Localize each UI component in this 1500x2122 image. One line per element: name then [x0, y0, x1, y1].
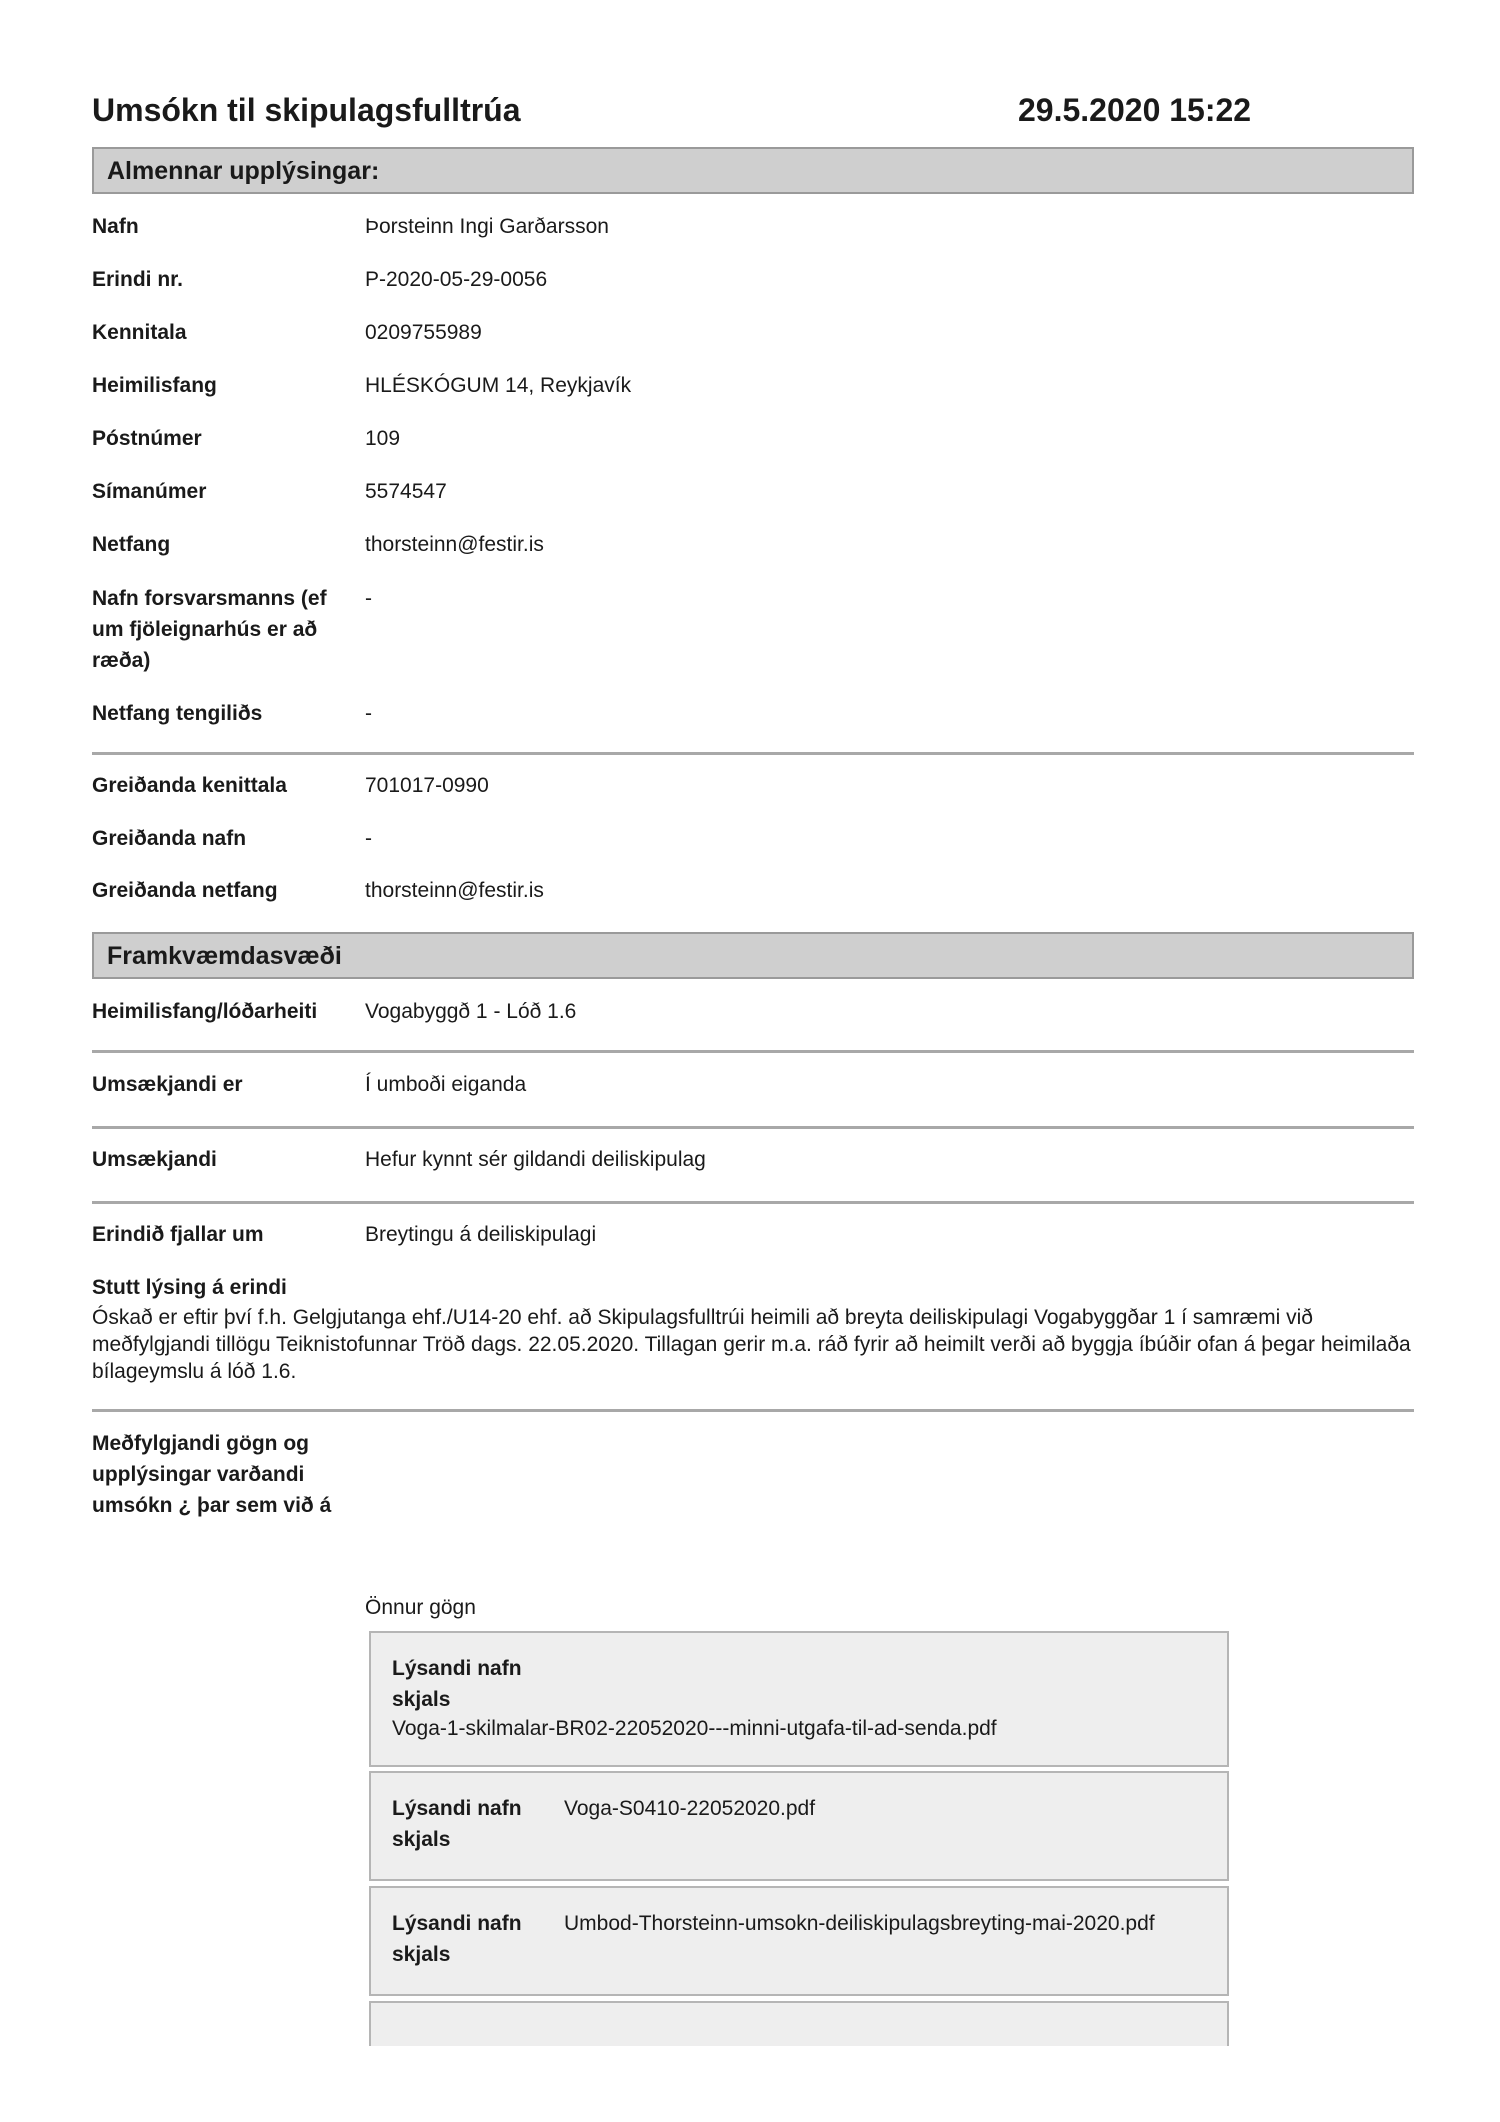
field-label: Póstnúmer — [92, 427, 202, 450]
attachments-label: Meðfylgjandi gögn og upplýsingar varðandi umsókn ¿ þar sem við á — [92, 1432, 332, 1517]
description-text: Óskað er eftir því f.h. Gelgjutanga ehf./U14-20 ehf. að Skipulagsfulltrúi heimili að breyta deiliskipulagi Vogabyggðar 1 í samræmi við meðfylgjandi tillögu Teiknistofunnar Tröð dags. 22.05.2020. Tillagan gerir m.a. ráð fyrir að heimilt verði að byggja íbúðir ofan á þegar heimilaða bílageymslu á lóð 1.6. — [92, 1306, 1411, 1383]
field-value: 5574547 — [365, 480, 447, 503]
field-label: Nafn forsvarsmanns (ef um fjöleignarhús er að ræða) — [92, 587, 327, 672]
field-value: 109 — [365, 427, 401, 450]
description-label: Stutt lýsing á erindi — [92, 1276, 287, 1299]
attachment-label: Lýsandi nafn skjals — [392, 1657, 522, 1711]
divider — [92, 752, 1414, 755]
field-value: thorsteinn@festir.is — [365, 533, 544, 556]
field-label: Heimilisfang/lóðarheiti — [92, 1000, 318, 1023]
attachment-item — [369, 1886, 1229, 1996]
field-label: Erindi nr. — [92, 268, 184, 291]
attachments-group-label: Önnur gögn — [365, 1596, 476, 1619]
attachment-label: Lýsandi nafn skjals — [392, 1797, 522, 1851]
field-value: HLÉSKÓGUM 14, Reykjavík — [365, 374, 632, 397]
field-value: Hefur kynnt sér gildandi deiliskipulag — [365, 1148, 706, 1171]
field-value: Vogabyggð 1 - Lóð 1.6 — [365, 1000, 577, 1023]
attachment-filename[interactable]: Voga-S0410-22052020.pdf — [564, 1797, 816, 1820]
field-label: Nafn — [92, 215, 139, 238]
attachment-item — [369, 1771, 1229, 1881]
field-label: Netfang — [92, 533, 171, 556]
field-label: Heimilisfang — [92, 374, 217, 397]
submission-datetime: 29.5.2020 15:22 — [1018, 92, 1252, 128]
field-value: P-2020-05-29-0056 — [365, 268, 548, 291]
field-label: Kennitala — [92, 321, 187, 344]
field-value: - — [365, 587, 372, 610]
section-general-heading: Almennar upplýsingar: — [92, 147, 1414, 194]
field-value: 0209755989 — [365, 321, 482, 344]
field-label: Umsækjandi — [92, 1148, 217, 1171]
field-label: Erindið fjallar um — [92, 1223, 264, 1246]
attachment-label: Lýsandi nafn skjals — [392, 1912, 522, 1966]
field-value: Breytingu á deiliskipulagi — [365, 1223, 597, 1246]
divider — [92, 1201, 1414, 1204]
field-value: - — [365, 702, 372, 725]
field-value: Þorsteinn Ingi Garðarsson — [365, 215, 609, 238]
field-label: Símanúmer — [92, 480, 207, 503]
field-value: - — [365, 827, 372, 850]
attachment-item-empty — [369, 2001, 1229, 2046]
attachment-filename[interactable]: Umbod-Thorsteinn-umsokn-deiliskipulagsbreyting-mai-2020.pdf — [564, 1912, 1155, 1935]
divider — [92, 1409, 1414, 1412]
field-value: 701017-0990 — [365, 774, 489, 797]
section-project-area-heading: Framkvæmdasvæði — [92, 932, 1414, 979]
attachment-filename[interactable]: Voga-1-skilmalar-BR02-22052020---minni-utgafa-til-ad-senda.pdf — [392, 1717, 997, 1740]
field-label: Umsækjandi er — [92, 1073, 243, 1096]
page-title: Umsókn til skipulagsfulltrúa — [92, 92, 521, 128]
field-label: Greiðanda nafn — [92, 827, 247, 850]
field-label: Greiðanda kenittala — [92, 774, 287, 797]
field-value: thorsteinn@festir.is — [365, 879, 544, 902]
field-label: Netfang tengiliðs — [92, 702, 263, 725]
field-label: Greiðanda netfang — [92, 879, 278, 902]
divider — [92, 1126, 1414, 1129]
attachment-item — [369, 1631, 1229, 1767]
field-value: Í umboði eiganda — [365, 1073, 527, 1096]
divider — [92, 1050, 1414, 1053]
